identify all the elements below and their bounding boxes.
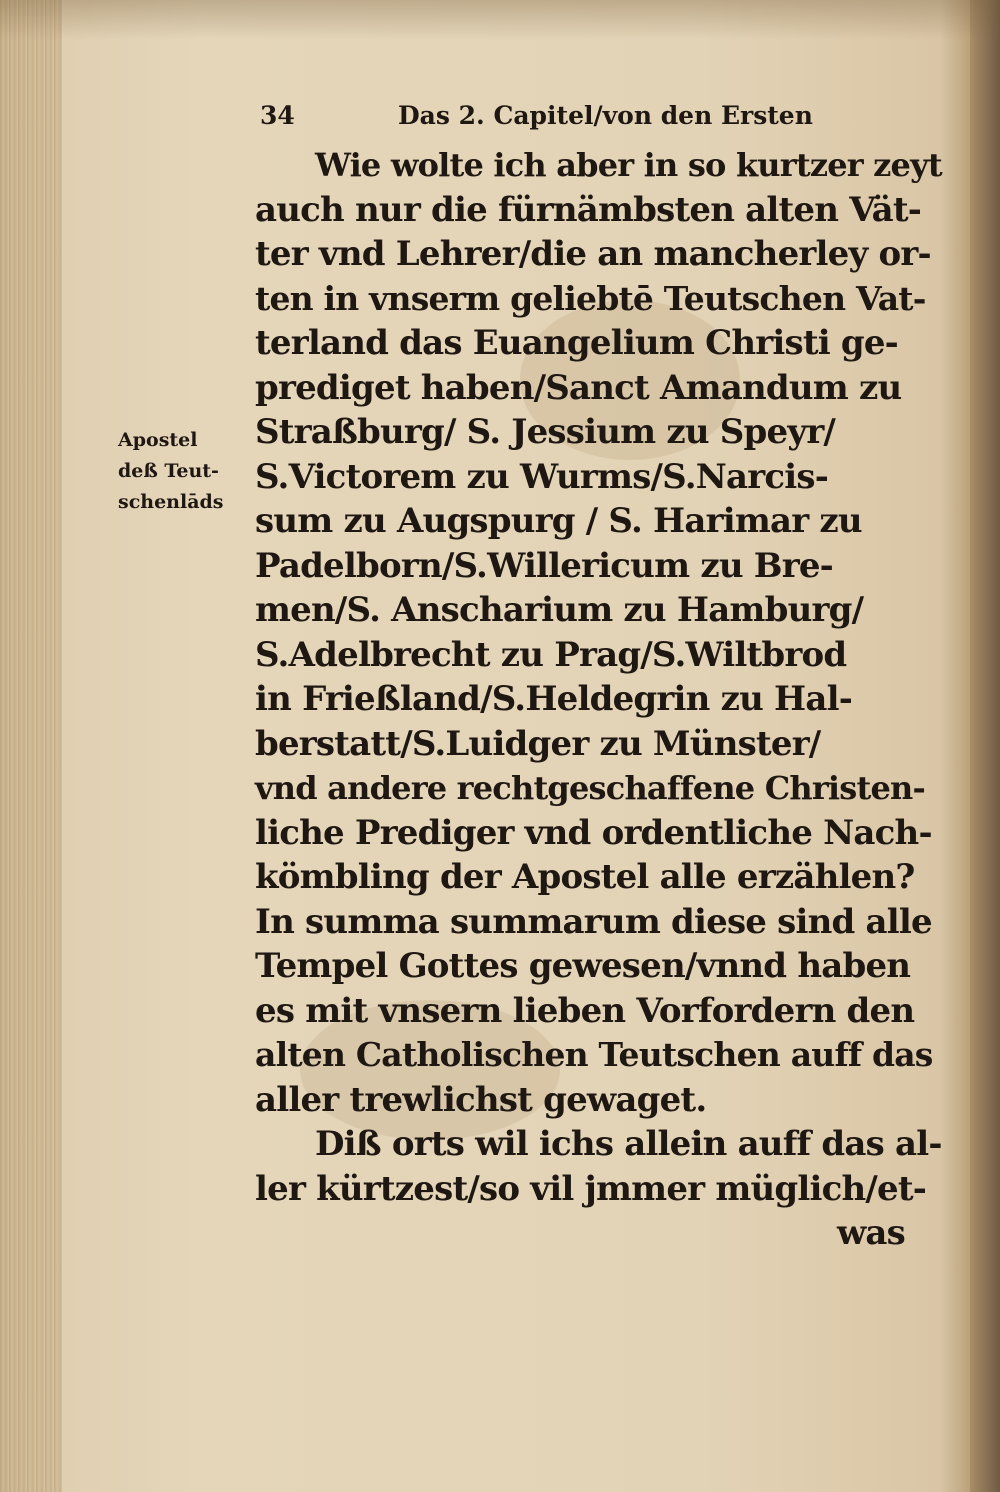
text-line: ter vnd Lehrer/die an mancherley or- <box>255 234 931 274</box>
margin-note <box>118 425 248 518</box>
text-line: kömbling der Apostel alle erzählen? <box>255 857 915 897</box>
text-block <box>255 95 945 1256</box>
text-line: sum zu Augspurg / S. Harimar zu <box>255 501 862 541</box>
text-line: berstatt/S.Luidger zu Münster/ <box>255 723 821 764</box>
text-line: vnd andere rechtgeschaffene Christen- <box>255 769 925 807</box>
margin-note-line: deß Teut- <box>118 460 219 482</box>
text-line: ler kürtzest/so vil jmmer müglich/et- <box>255 1168 927 1209</box>
text-line: S.Adelbrecht zu Prag/S.Wiltbrod <box>255 634 847 675</box>
text-line: prediget haben/Sanct Amandum zu <box>255 367 902 408</box>
text-line: Straßburg/ S. Jessium zu Speyr/ <box>255 412 836 452</box>
text-line: auch nur die fürnämbsten alten Vät- <box>255 189 922 230</box>
margin-note-line: schenlāds <box>118 491 224 513</box>
text-line: Tempel Gottes gewesen/vnnd haben <box>255 946 911 986</box>
text-line: in Frießland/S.Heldegrin zu Hal- <box>255 679 853 719</box>
text-line: men/S. Anscharium zu Hamburg/ <box>255 590 864 630</box>
text-line: ten in vnserm geliebtē Teutschen Vat- <box>255 278 926 318</box>
page-edge-stack <box>0 0 62 1492</box>
text-line: Padelborn/S.Willericum zu Bre- <box>255 545 833 586</box>
text-line: terland das Euangelium Christi ge- <box>255 323 898 363</box>
text-line: liche Prediger vnd ordentliche Nach- <box>255 812 932 853</box>
margin-note-line: Apostel <box>118 429 198 451</box>
page-header <box>255 95 945 143</box>
catchword: was <box>836 1213 905 1253</box>
text-line: S.Victorem zu Wurms/S.Narcis- <box>255 456 829 497</box>
page-number: 34 <box>260 101 295 130</box>
text-line: In summa summarum diese sind alle <box>255 901 932 942</box>
page-top-shadow <box>0 0 1000 40</box>
text-line: Wie wolte ich aber in so kurtzer zeyt <box>315 146 942 184</box>
text-line: aller trewlichst gewaget. <box>255 1079 707 1120</box>
text-line: Diß orts wil ichs allein auff das al- <box>315 1124 942 1164</box>
text-line: alten Catholischen Teutschen auff das <box>255 1035 933 1074</box>
text-line: es mit vnsern lieben Vorfordern den <box>255 990 915 1031</box>
running-head: Das 2. Capitel/von den Ersten <box>398 101 813 130</box>
binding-gutter <box>970 0 1000 1492</box>
